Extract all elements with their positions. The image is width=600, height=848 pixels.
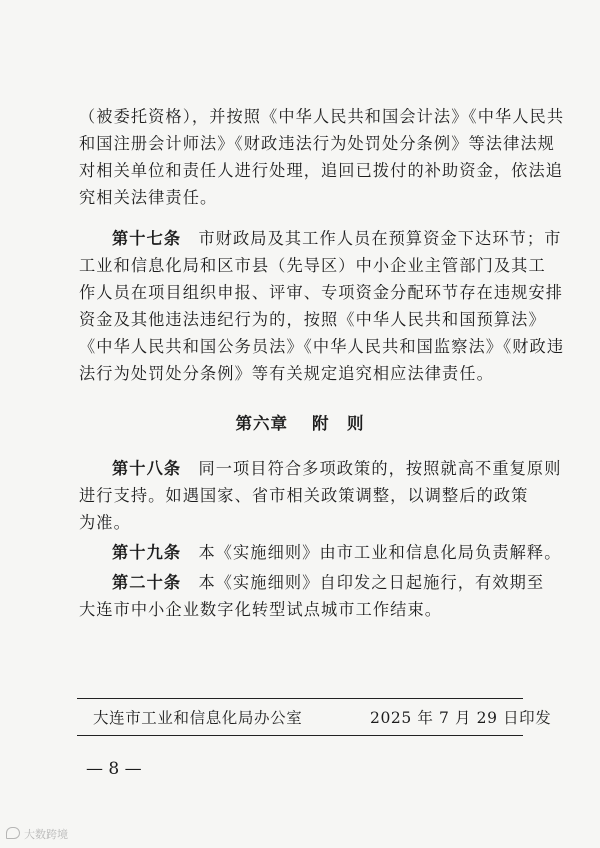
body-line: （被委托资格），并按照《中华人民共和国会计法》《中华人民共 bbox=[79, 107, 565, 126]
watermark-logo-icon bbox=[6, 827, 20, 839]
article-number: 第十七条 bbox=[112, 229, 182, 248]
body-line: 法行为处罚处分条例》等有关规定追究相应法律责任。 bbox=[79, 364, 494, 383]
article-20-line: 第二十条 本《实施细则》自印发之日起施行，有效期至 bbox=[112, 573, 545, 592]
page-number: — 8 — bbox=[86, 759, 142, 779]
body-line: 究相关法律责任。 bbox=[79, 188, 218, 207]
footer-bottom-rule bbox=[77, 735, 523, 736]
article-number: 第二十条 bbox=[112, 573, 182, 592]
footer-top-rule bbox=[77, 698, 523, 699]
chapter-heading: 第六章 附 则 bbox=[235, 414, 365, 433]
body-line: 资金及其他违法违纪行为的，按照《中华人民共和国预算法》 bbox=[79, 310, 546, 329]
body-line: 大连市中小企业数字化转型试点城市工作结束。 bbox=[79, 600, 443, 619]
article-19-line: 第十九条 本《实施细则》由市工业和信息化局负责解释。 bbox=[112, 543, 562, 562]
body-line: 《中华人民共和国公务员法》《中华人民共和国监察法》《财政违 bbox=[79, 337, 565, 356]
article-17-line: 第十七条 市财政局及其工作人员在预算资金下达环节；市 bbox=[112, 229, 562, 248]
body-line: 作人员在项目组织申报、评审、专项资金分配环节存在违规安排 bbox=[79, 283, 564, 302]
footer-issuer: 大连市工业和信息化局办公室 bbox=[93, 709, 303, 727]
article-number: 第十九条 bbox=[112, 543, 182, 562]
body-line: 和国注册会计师法》《财政违法行为处罚处分条例》等法律法规 bbox=[79, 134, 555, 153]
watermark: 大数跨境 bbox=[6, 826, 68, 842]
body-line: 对相关单位和责任人进行处理，追回已拨付的补助资金，依法追 bbox=[79, 161, 564, 180]
article-number: 第十八条 bbox=[112, 459, 182, 478]
footer-date: 2025 年 7 月 29 日印发 bbox=[370, 709, 552, 727]
body-line: 进行支持。如遇国家、省市相关政策调整，以调整后的政策 bbox=[79, 486, 529, 505]
article-18-line: 第十八条 同一项目符合多项政策的，按照就高不重复原则 bbox=[112, 459, 562, 478]
body-line: 为准。 bbox=[79, 513, 131, 532]
body-line: 工业和信息化局和区市县（先导区）中小企业主管部门及其工 bbox=[79, 256, 546, 275]
